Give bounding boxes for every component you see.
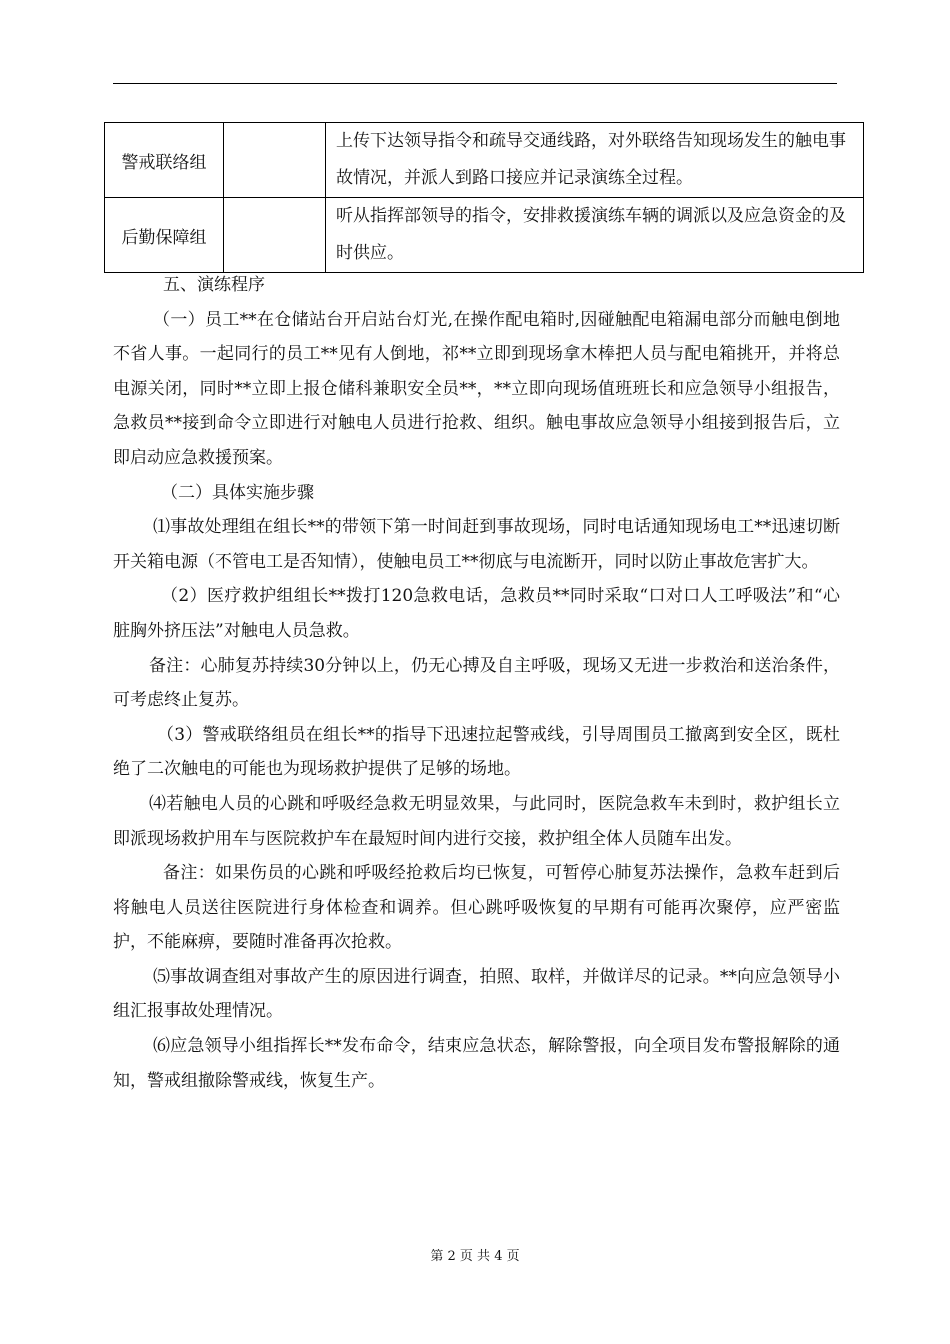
- document-body: [113, 268, 840, 1098]
- page-number: 第 2 页 共 4 页: [430, 1249, 520, 1264]
- section-title: 五、演练程序: [163, 275, 265, 295]
- step-5: ⑸事故调查组对事故产生的原因进行调查，拍照、取样，并做详尽的记录。**向应急领导小组汇报事故处理情况。: [113, 966, 840, 1022]
- step-6: ⑹应急领导小组指挥长**发布命令，结束应急状态，解除警报，向全项目发布警报解除的通知，警戒组撤除警戒线，恢复生产。: [113, 1036, 840, 1091]
- role-table: [104, 122, 864, 273]
- person-cell: [224, 198, 326, 273]
- person-cell: [224, 123, 326, 198]
- group-name-cell: 警戒联络组: [105, 123, 224, 198]
- note-1: 备注：心肺复苏持续30分钟以上，仍无心搏及自主呼吸，现场又无进一步救治和送治条件，可考虑终止复苏。: [113, 655, 840, 711]
- step-4: ⑷若触电人员的心跳和呼吸经急救无明显效果，与此同时，医院急救车未到时，救护组长立即派现场救护用车与医院救护车在最短时间内进行交接，救护组全体人员随车出发。: [113, 793, 840, 849]
- subsection-title: （二）具体实施步骤: [161, 482, 314, 503]
- header-rule: [113, 83, 837, 84]
- table-row: [105, 198, 864, 273]
- duty-cell: 上传下达领导指令和疏导交通线路，对外联络告知现场发生的触电事故情况，并派人到路口接应并记录演练全过程。: [326, 123, 864, 198]
- group-name-cell: 后勤保障组: [105, 198, 224, 273]
- paragraph-incident: （一）员工**在仓储站台开启站台灯光,在操作配电箱时,因碰触配电箱漏电部分而触电倒地不省人事。一起同行的员工**见有人倒地，祁**立即到现场拿木棒把人员与配电箱挑开，并将总电源关闭，同时**立即上报仓储科兼职安全员**，**立即向现场值班班长和应急领导小组报告，急救员**接到命令立即进行对触电人员进行抢救、组织。触电事故应急领导小组接到报告后，立即启动应急救援预案。: [113, 309, 840, 468]
- step-1: ⑴事故处理组在组长**的带领下第一时间赶到事故现场，同时电话通知现场电工**迅速切断开关箱电源（不管电工是否知情），使触电员工**彻底与电流断开，同时以防止事故危害扩大。: [113, 517, 840, 572]
- duty-cell: 听从指挥部领导的指令，安排救援演练车辆的调派以及应急资金的及时供应。: [326, 198, 864, 273]
- step-3: （3）警戒联络组员在组长**的指导下迅速拉起警戒线，引导周围员工撤离到安全区，既杜绝了二次触电的可能也为现场救护提供了足够的场地。: [113, 724, 840, 780]
- table-row: [105, 123, 864, 198]
- note-2: 备注：如果伤员的心跳和呼吸经抢救后均已恢复，可暂停心肺复苏法操作，急救车赶到后将触电人员送往医院进行身体检查和调养。但心跳呼吸恢复的早期有可能再次聚停，应严密监护，不能麻痹，要随时准备再次抢救。: [113, 863, 840, 953]
- step-2: （2）医疗救护组组长**拨打120急救电话，急救员**同时采取“口对口人工呼吸法”和“心脏胸外挤压法”对触电人员急救。: [113, 586, 840, 641]
